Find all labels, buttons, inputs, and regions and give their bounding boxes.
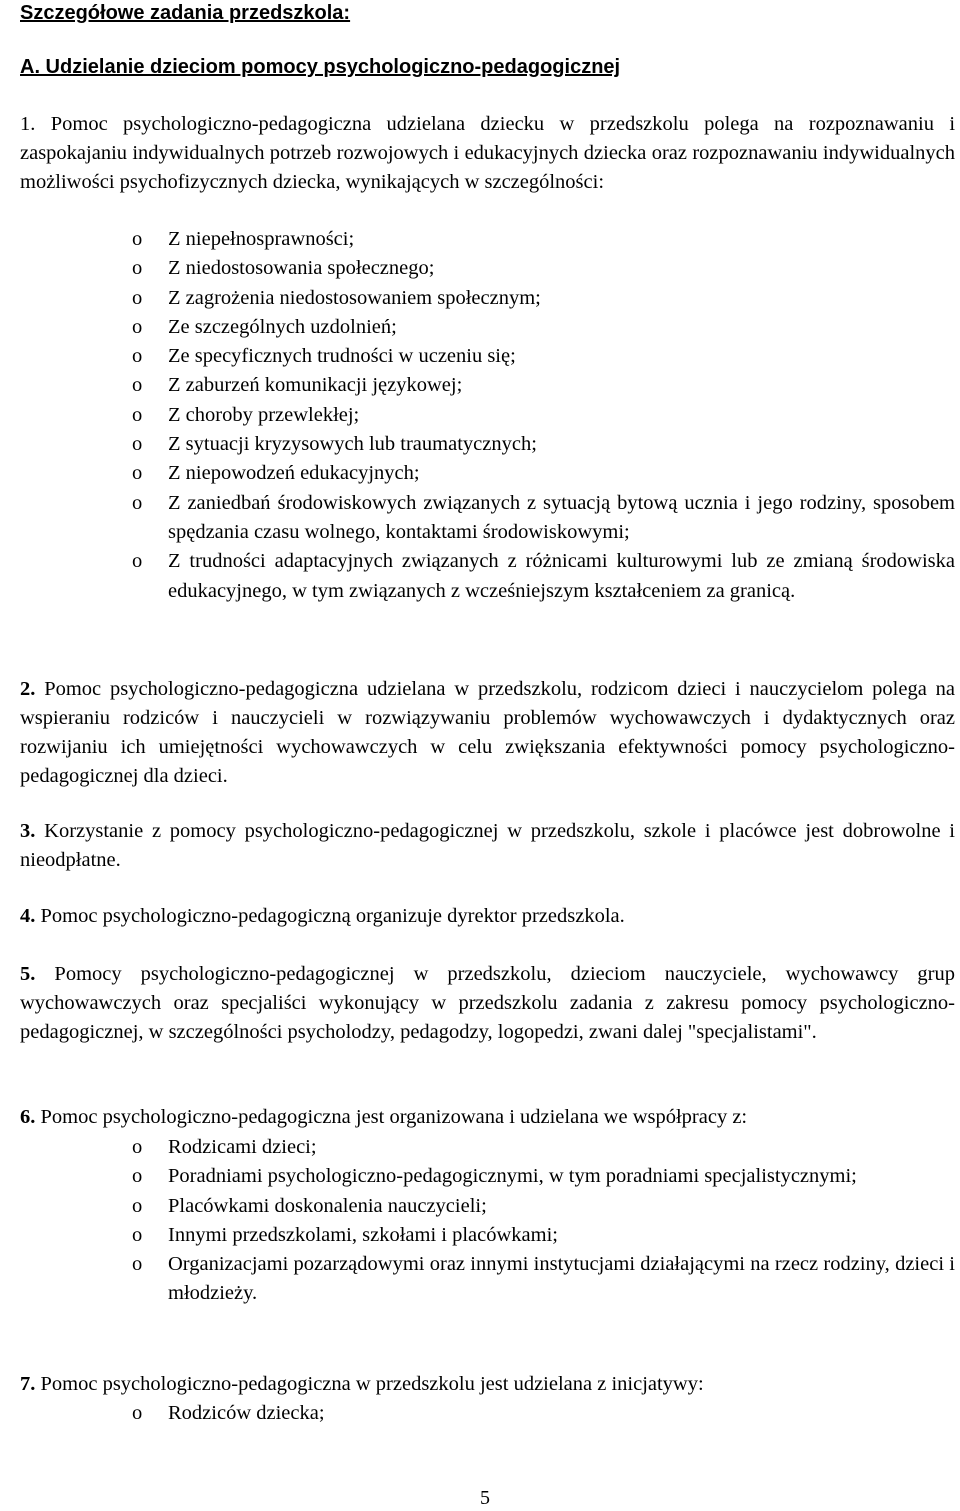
bullet-marker: o [132,228,143,250]
list-item [20,489,955,548]
section-heading: A. Udzielanie dzieciom pomocy psychologiczno-pedagogicznej [20,56,621,78]
bullet-marker: o [132,1165,143,1188]
bullet-marker: o [132,403,143,426]
list-item-text: Ze szczególnych uzdolnień; [168,315,397,338]
list-item [20,547,955,606]
bullet-marker: o [132,345,143,368]
list-item-text: Organizacjami pozarządowymi oraz innymi instytucjami działającymi na rzecz rodziny, dzieci i młodzieży. [168,1253,955,1305]
bullet-marker: o [132,1402,143,1424]
list-item [20,1250,955,1309]
list-item [20,342,955,371]
bullet-marker: o [132,433,143,456]
list-item-text: Z niepowodzeń edukacyjnych; [168,462,420,485]
list-item-text: Rodzicami dzieci; [168,1136,317,1158]
bullet-marker: o [132,1194,143,1217]
list-item [20,1221,955,1250]
paragraph-number: 1. [20,113,36,135]
paragraph-5 [20,960,955,1047]
list-item [20,313,955,342]
bullet-marker: o [132,1253,143,1276]
list-item [20,1192,955,1221]
paragraph-number: 7. [20,1373,36,1395]
bullet-marker: o [132,462,143,485]
list-item [20,430,955,459]
paragraph-text: Korzystanie z pomocy psychologiczno-pedagogicznej w przedszkolu, szkole i placówce jest dobrowolne i nieodpłatne. [20,820,955,871]
paragraph-number: 2. [20,678,36,700]
list-item-text: Z zagrożenia niedostosowaniem społecznym; [168,286,541,309]
list-item-text: Z zaburzeń komunikacji językowej; [168,374,463,397]
paragraph-number: 3. [20,820,36,842]
list-item [20,284,955,313]
list-item-text: Z choroby przewlekłej; [168,403,360,426]
page-title: Szczegółowe zadania przedszkola: [20,2,351,24]
list-initiative [20,1399,955,1428]
paragraph-2 [20,675,955,791]
paragraph-number: 4. [20,905,36,927]
bullet-marker: o [132,550,143,573]
bullet-marker: o [132,1136,143,1158]
paragraph-7 [20,1370,955,1399]
bullet-marker: o [132,374,143,397]
paragraph-text: Pomoc psychologiczno-pedagogiczna udzielana dziecku w przedszkolu polega na rozpoznawaniu i zaspokajaniu indywidualnych potrzeb rozwojowych i edukacyjnych dziecka oraz rozpoznawaniu indywidualnych możliwości psychofizycznych dziecka, wynikających w szczególności: [20,113,956,193]
paragraph-text: Pomocy psychologiczno-pedagogicznej w przedszkolu, dzieciom nauczyciele, wychowawcy grup wychowawczych oraz specjaliści wykonujący w przedszkolu zadania z zakresu pomocy psychologiczno-pedagogicznej, w szczególności psycholodzy, pedagodzy, logopedzi, zwani dalej "specjalistami". [20,963,955,1043]
list-item [20,401,955,430]
paragraph-text: Pomoc psychologiczno-pedagogiczną organizuje dyrektor przedszkola. [40,905,625,927]
paragraph-6 [20,1103,955,1132]
bullet-marker: o [132,315,143,338]
bullet-marker: o [132,1223,143,1246]
list-item-text: Z niedostosowania społecznego; [168,257,435,280]
list-special-needs [20,225,955,606]
bullet-marker: o [132,257,143,280]
list-item [20,459,955,488]
list-item [20,1162,955,1191]
list-item [20,225,955,254]
list-item-text: Placówkami doskonalenia nauczycieli; [168,1194,487,1217]
list-item-text: Z niepełnosprawności; [168,228,355,250]
list-item-text: Innymi przedszkolami, szkołami i placówkami; [168,1223,558,1246]
paragraph-text: Pomoc psychologiczno-pedagogiczna w przedszkolu jest udzielana z inicjatywy: [40,1373,704,1395]
bullet-marker: o [132,286,143,309]
list-item [20,254,955,283]
list-cooperation [20,1133,955,1309]
list-item [20,1399,955,1428]
page-number: 5 [480,1487,490,1509]
list-item-text: Rodziców dziecka; [168,1402,325,1424]
list-item-text: Z sytuacji kryzysowych lub traumatycznych; [168,433,537,456]
list-item-text: Poradniami psychologiczno-pedagogicznymi, w tym poradniami specjalistycznymi; [168,1165,857,1188]
list-item-text: Z zaniedbań środowiskowych związanych z sytuacją bytową ucznia i jego rodziny, sposobem spędzania czasu wolnego, kontaktami środowiskowymi; [168,491,955,543]
paragraph-3 [20,817,955,875]
list-item-text: Ze specyficznych trudności w uczeniu się; [168,345,516,368]
paragraph-text: Pomoc psychologiczno-pedagogiczna jest organizowana i udzielana we współpracy z: [40,1106,748,1128]
paragraph-4 [20,902,955,931]
paragraph-number: 5. [20,963,36,985]
paragraph-text: Pomoc psychologiczno-pedagogiczna udzielana w przedszkolu, rodzicom dzieci i nauczycielom polega na wspieraniu rodziców i nauczycieli w rozwiązywaniu problemów wychowawczych i dydaktycznych oraz rozwijaniu ich umiejętności wychowawczych w celu zwiększania efektywności pomocy psychologiczno-pedagogicznej dla dzieci. [20,678,955,787]
list-item [20,1133,955,1162]
paragraph-1 [20,110,955,197]
list-item [20,371,955,400]
list-item-text: Z trudności adaptacyjnych związanych z różnicami kulturowymi lub ze zmianą środowiska edukacyjnego, w tym związanych z wcześniejszym kształceniem za granicą. [168,550,955,602]
paragraph-number: 6. [20,1106,36,1128]
bullet-marker: o [132,491,143,514]
